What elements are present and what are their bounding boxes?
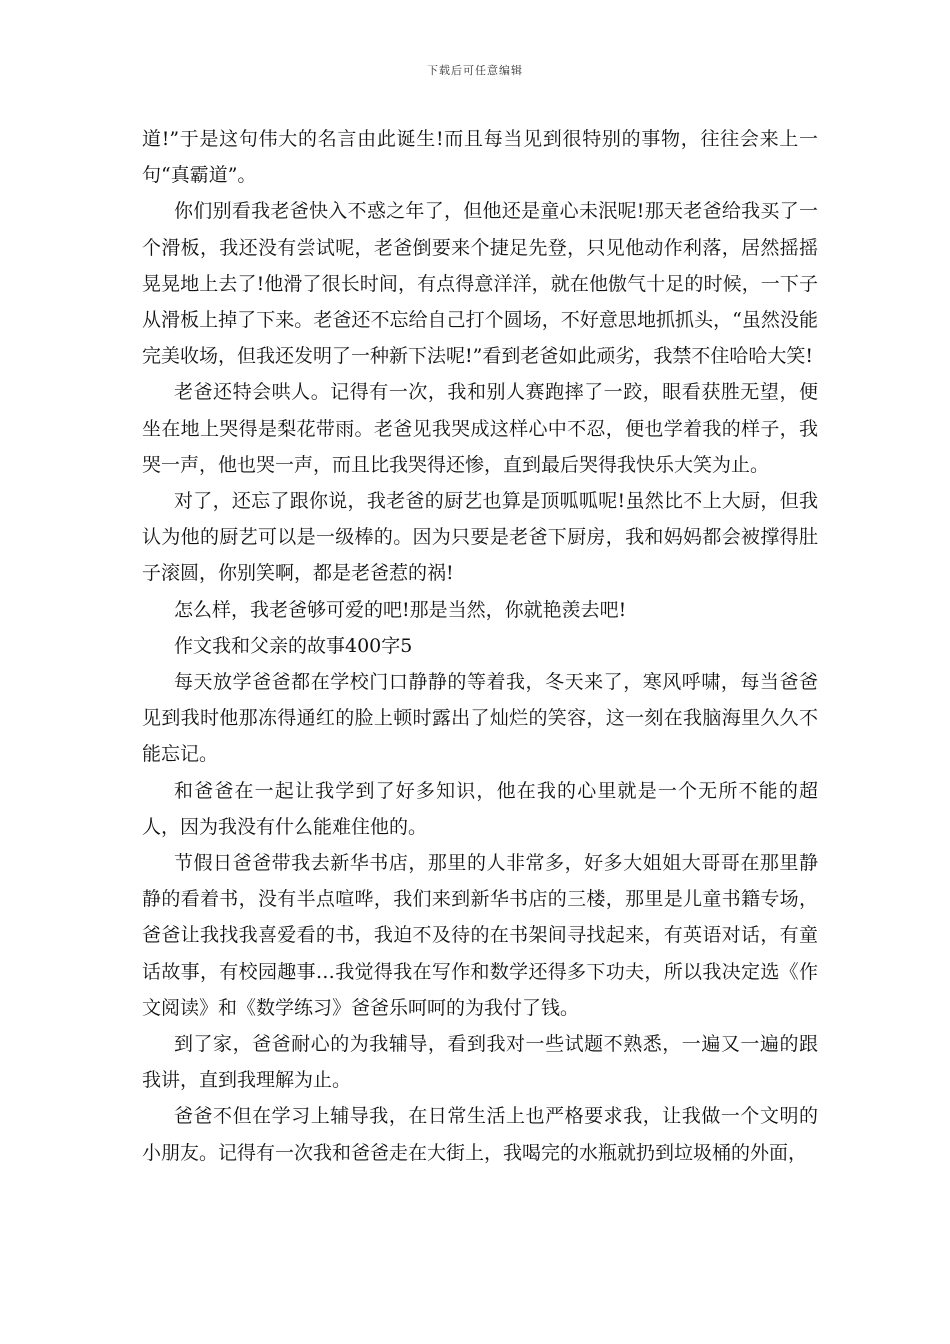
paragraph: 到了家，爸爸耐心的为我辅导，看到我对一些试题不熟悉，一遍又一遍的跟我讲，直到我理解为止。 [142,1033,818,1092]
paragraph: 道!”于是这句伟大的名言由此诞生!而且每当见到很特别的事物，往往会来上一句“真霸道”。 [142,128,818,187]
paragraph: 和爸爸在一起让我学到了好多知识，他在我的心里就是一个无所不能的超人，因为我没有什么能难住他的。 [142,779,818,838]
document-body [142,121,818,1171]
paragraph: 老爸还特会哄人。记得有一次，我和别人赛跑摔了一跤，眼看获胜无望，便坐在地上哭得是梨花带雨。老爸见我哭成这样心中不忍，便也学着我的样子，我哭一声，他也哭一声，而且比我哭得还惨，直到最后哭得我快乐大笑为止。 [142,381,818,476]
paragraph: 爸爸不但在学习上辅导我，在日常生活上也严格要求我，让我做一个文明的小朋友。记得有一次我和爸爸走在大街上，我喝完的水瓶就扔到垃圾桶的外面， [142,1105,818,1164]
paragraph: 每天放学爸爸都在学校门口静静的等着我，冬天来了，寒风呼啸，每当爸爸见到我时他那冻得通红的脸上顿时露出了灿烂的笑容，这一刻在我脑海里久久不能忘记。 [142,671,818,766]
paragraph: 怎么样，我老爸够可爱的吧!那是当然，你就艳羡去吧! [174,598,627,621]
paragraph: 对了，还忘了跟你说，我老爸的厨艺也算是顶呱呱呢!虽然比不上大厨，但我认为他的厨艺可以是一级棒的。因为只要是老爸下厨房，我和妈妈都会被撑得肚子滚圆，你别笑啊，都是老爸惹的祸! [142,490,818,585]
paragraph: 节假日爸爸带我去新华书店，那里的人非常多，好多大姐姐大哥哥在那里静静的看着书，没有半点喧哗，我们来到新华书店的三楼，那里是儿童书籍专场，爸爸让我找我喜爱看的书，我迫不及待的在书架间寻找起来，有英语对话，有童话故事，有校园趣事…我觉得我在写作和数学还得多下功夫，所以我决定选《作文阅读》和《数学练习》爸爸乐呵呵的为我付了钱。 [142,852,818,1019]
paragraph: 你们别看我老爸快入不惑之年了，但他还是童心未泯呢!那天老爸给我买了一个滑板，我还没有尝试呢，老爸倒要来个捷足先登，只见他动作利落，居然摇摇晃晃地上去了!他滑了很长时间，有点得意洋洋，就在他傲气十足的时候，一下子从滑板上掉了下来。老爸还不忘给自己打个圆场，不好意思地抓抓头，“虽然没能完美收场，但我还发明了一种新下法呢!”看到老爸如此顽劣，我禁不住哈哈大笑! [142,200,818,368]
section-title: 作文我和父亲的故事400字5 [174,634,413,657]
page-header: 下载后可任意编辑 [427,64,523,77]
